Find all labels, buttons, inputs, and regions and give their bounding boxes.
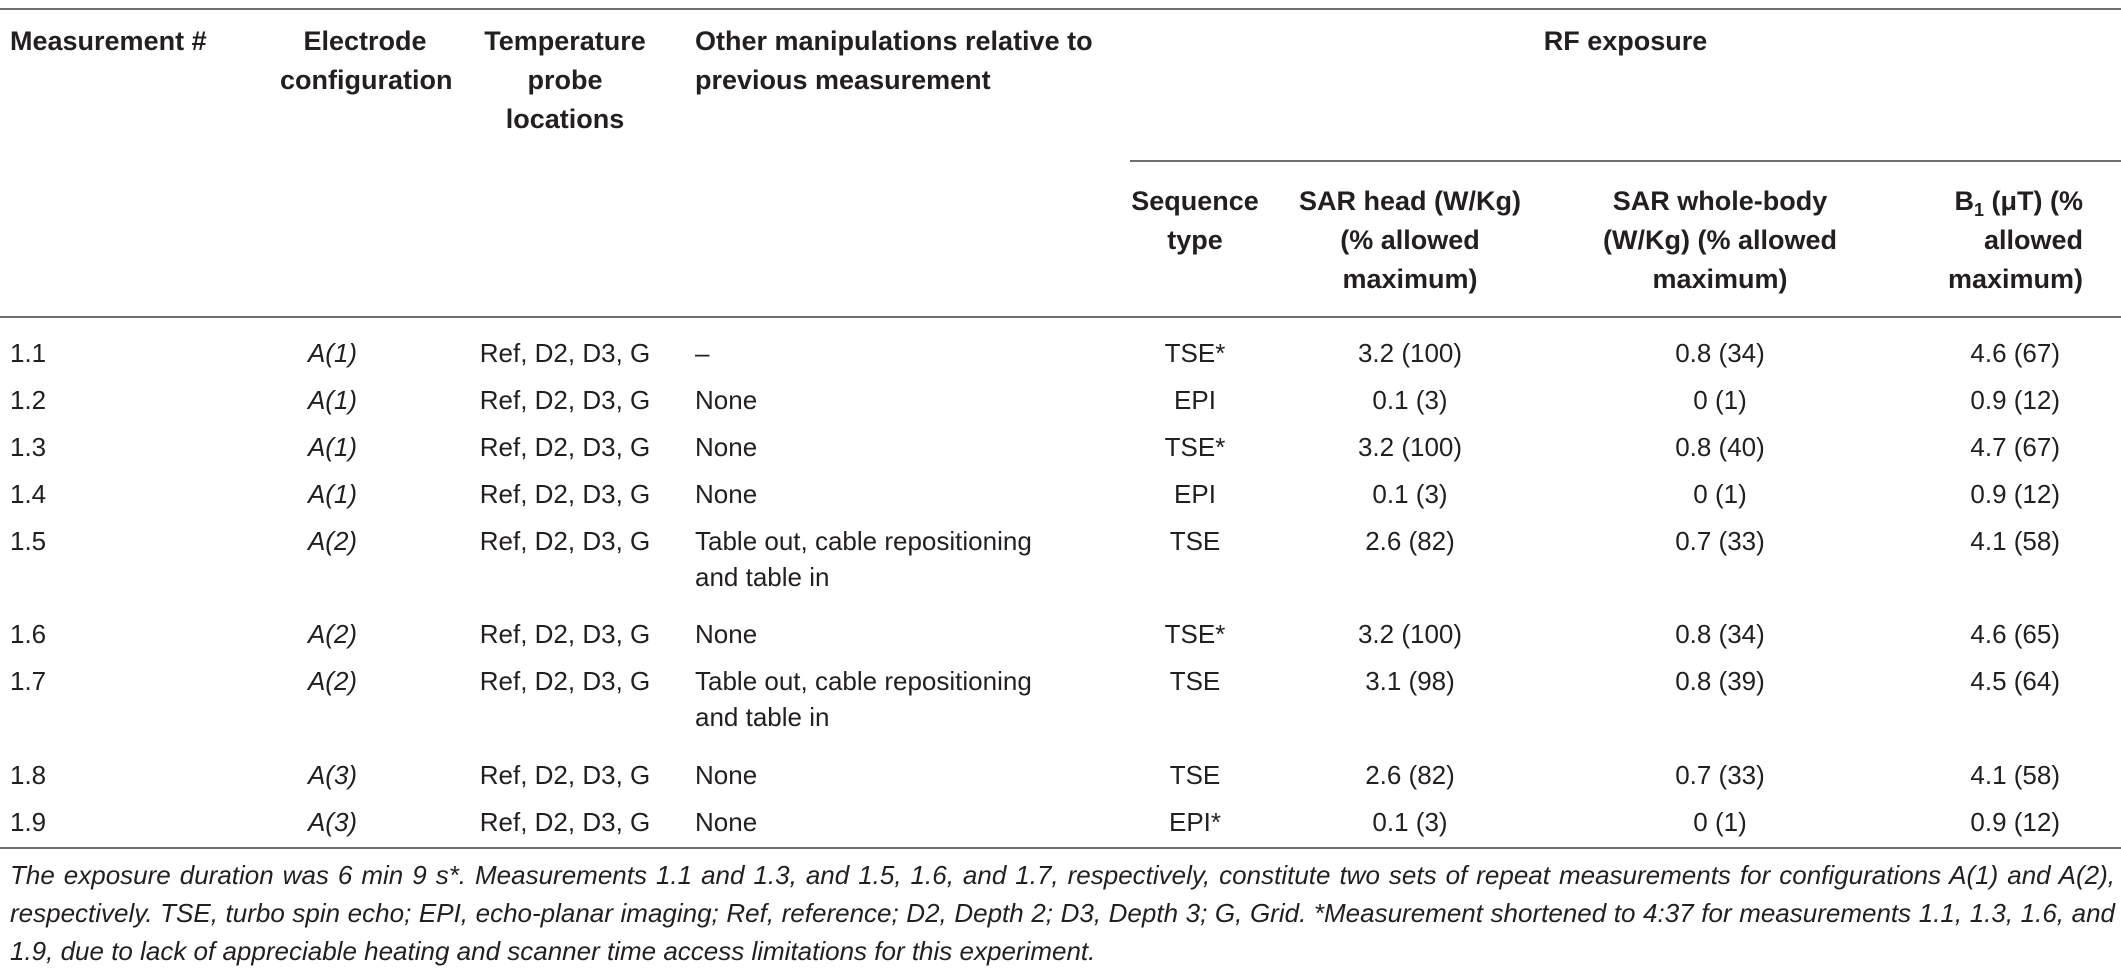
cell-sar-head: 0.1 (3) <box>1372 385 1448 415</box>
cell-sar-head: 3.2 (100) <box>1357 619 1463 649</box>
cell-sar-head: 0.1 (3) <box>1372 479 1448 509</box>
cell-manipulation: None <box>695 432 758 462</box>
cell-manipulation-line2: and table in <box>695 562 830 592</box>
cell-sar-whole-body: 0.8 (34) <box>1675 338 1765 368</box>
cell-sar-head: 3.1 (98) <box>1365 666 1455 696</box>
header-b1: $B_1$ (μT) (% allowed maximum) <box>1947 186 2083 294</box>
cell-b1: 4.6 (67) <box>1970 338 2060 368</box>
cell-sequence: EPI <box>1174 385 1216 415</box>
cell-sar-whole-body: 0.7 (33) <box>1675 526 1765 556</box>
cell-b1: 4.1 (58) <box>1970 760 2060 790</box>
top-rule <box>0 8 2121 10</box>
cell-measurement: 1.1 <box>10 338 47 368</box>
cell-sequence: TSE* <box>1164 432 1226 462</box>
cell-electrode: A(2) <box>307 526 358 556</box>
cell-probe: Ref, D2, D3, G <box>479 526 651 556</box>
cell-b1: 0.9 (12) <box>1970 385 2060 415</box>
cell-manipulation: None <box>695 760 758 790</box>
cell-sequence: TSE <box>1169 526 1221 556</box>
cell-b1: 0.9 (12) <box>1970 807 2060 837</box>
cell-b1: 4.7 (67) <box>1970 432 2060 462</box>
cell-electrode: A(3) <box>307 760 358 790</box>
cell-sar-head: 2.6 (82) <box>1365 526 1455 556</box>
cell-manipulation: None <box>695 385 758 415</box>
cell-sar-head: 3.2 (100) <box>1357 338 1463 368</box>
cell-sequence: TSE <box>1169 760 1221 790</box>
cell-electrode: A(1) <box>307 385 358 415</box>
cell-measurement: 1.4 <box>10 479 47 509</box>
cell-probe: Ref, D2, D3, G <box>479 619 651 649</box>
header-sequence-type: Sequence type <box>1131 186 1259 255</box>
bottom-rule <box>0 847 2121 849</box>
cell-sar-whole-body: 0 (1) <box>1693 385 1747 415</box>
cell-sequence: TSE* <box>1164 338 1226 368</box>
cell-measurement: 1.3 <box>10 432 47 462</box>
header-manipulations: Other manipulations relative to previous measurement <box>695 26 1093 95</box>
cell-electrode: A(1) <box>307 432 358 462</box>
cell-manipulation: None <box>695 619 758 649</box>
cell-b1: 4.6 (65) <box>1970 619 2060 649</box>
cell-electrode: A(2) <box>307 666 358 696</box>
cell-sar-head: 3.2 (100) <box>1357 432 1463 462</box>
cell-measurement: 1.6 <box>10 619 47 649</box>
cell-measurement: 1.7 <box>10 666 47 696</box>
cell-sequence: TSE <box>1169 666 1221 696</box>
cell-measurement: 1.2 <box>10 385 47 415</box>
cell-sar-head: 0.1 (3) <box>1372 807 1448 837</box>
cell-b1: 4.5 (64) <box>1970 666 2060 696</box>
cell-sequence: EPI <box>1174 479 1216 509</box>
header-rf-exposure: RF exposure <box>1543 26 1708 56</box>
cell-manipulation: Table out, cable repositioning <box>695 526 1032 556</box>
cell-sar-whole-body: 0 (1) <box>1693 479 1747 509</box>
cell-manipulation: None <box>695 479 758 509</box>
cell-manipulation: Table out, cable repositioning <box>695 666 1032 696</box>
cell-probe: Ref, D2, D3, G <box>479 760 651 790</box>
cell-measurement: 1.9 <box>10 807 47 837</box>
cell-probe: Ref, D2, D3, G <box>479 807 651 837</box>
cell-sar-whole-body: 0.8 (34) <box>1675 619 1765 649</box>
cell-sar-whole-body: 0.8 (40) <box>1675 432 1765 462</box>
cell-manipulation-line2: and table in <box>695 702 830 732</box>
header-sar-whole-body: SAR whole-body (W/Kg) (% allowed maximum) <box>1603 186 1837 294</box>
cell-electrode: A(3) <box>307 807 358 837</box>
cell-measurement: 1.5 <box>10 526 47 556</box>
cell-sar-whole-body: 0.8 (39) <box>1675 666 1765 696</box>
cell-probe: Ref, D2, D3, G <box>479 479 651 509</box>
cell-manipulation: – <box>695 338 710 368</box>
cell-probe: Ref, D2, D3, G <box>479 338 651 368</box>
cell-sar-head: 2.6 (82) <box>1365 760 1455 790</box>
cell-probe: Ref, D2, D3, G <box>479 385 651 415</box>
cell-electrode: A(1) <box>307 338 358 368</box>
cell-probe: Ref, D2, D3, G <box>479 666 651 696</box>
cell-electrode: A(1) <box>307 479 358 509</box>
cell-sequence: EPI* <box>1168 807 1222 837</box>
header-sar-head: SAR head (W/Kg) (% allowed maximum) <box>1299 186 1521 294</box>
cell-electrode: A(2) <box>307 619 358 649</box>
rf-group-rule <box>1130 160 2121 162</box>
cell-sequence: TSE* <box>1164 619 1226 649</box>
header-probe: Temperature probe locations <box>484 26 646 134</box>
header-rule <box>0 316 2121 318</box>
cell-measurement: 1.8 <box>10 760 47 790</box>
cell-sar-whole-body: 0.7 (33) <box>1675 760 1765 790</box>
cell-b1: 0.9 (12) <box>1970 479 2060 509</box>
table-footnote: The exposure duration was 6 min 9 s*. Measurements 1.1 and 1.3, and 1.5, 1.6, and 1.7, respectively, constitute two sets of repeat measurements for configurations A(1) and A(2), respectively. TSE, turbo spin echo; EPI, echo-planar imaging; Ref, reference; D2, Depth 2; D3, Depth 3; G, Grid. *Measurement shortened to 4:37 for measurements 1.1, 1.3, 1.6, and 1.9, due to lack of appreciable heating and scanner time access limitations for this experiment. <box>10 860 2115 966</box>
cell-probe: Ref, D2, D3, G <box>479 432 651 462</box>
cell-manipulation: None <box>695 807 758 837</box>
cell-sar-whole-body: 0 (1) <box>1693 807 1747 837</box>
header-electrode: Electrode configuration <box>280 26 453 95</box>
header-measurement: Measurement # <box>10 26 207 56</box>
cell-b1: 4.1 (58) <box>1970 526 2060 556</box>
